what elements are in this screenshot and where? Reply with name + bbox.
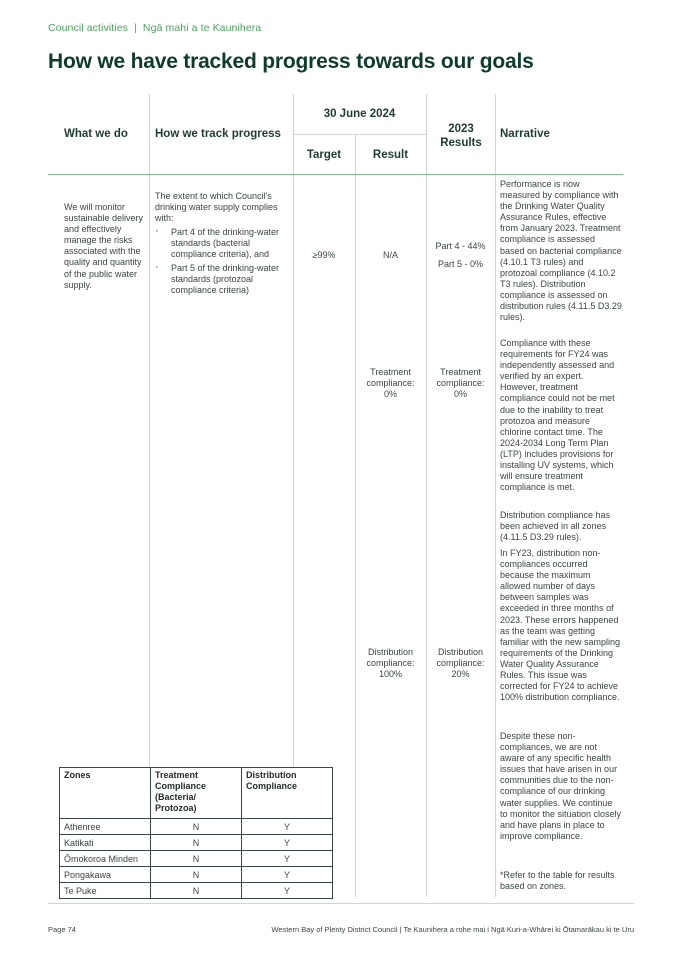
table-row (60, 835, 333, 851)
narrative-para-2: Compliance with these requirements for FY24 was independently assessed and verified by an expert. However, treatment compliance could not be met due to the inability to treat protozoa and measure chlorine contact time. The 2024-2034 Long Term Plan (LTP) includes provisions for installing UV systems, which will ensure treatment compliance is met. (500, 338, 615, 493)
how-intro: The extent to which Council's drinking water supply complies with: (155, 191, 278, 224)
prior-part5: Part 5 - 0% (437, 259, 484, 269)
result-na: N/A (382, 250, 398, 260)
page-number: Page 74 (48, 925, 76, 934)
zones-table (59, 767, 333, 899)
narrative-para-3: Distribution compliance has been achieved in all zones (4.11.5 D3.29 rules). (500, 510, 611, 543)
header-what-we-do: What we do (64, 128, 128, 140)
zone-name: Katikati (60, 835, 151, 851)
period-underline (293, 134, 426, 135)
zone-distribution: Y (242, 883, 333, 899)
how-list (155, 227, 285, 296)
table-row (60, 867, 333, 883)
header-2023-results: 2023 Results (440, 123, 482, 149)
header-period: 30 June 2024 (323, 108, 396, 120)
table-row (60, 819, 333, 835)
prior-treatment: Treatment compliance: 0% (436, 367, 485, 400)
kicker-separator: | (134, 22, 137, 34)
zone-distribution: Y (242, 819, 333, 835)
footer-rule (48, 903, 634, 904)
section-kicker (48, 22, 261, 34)
zone-distribution: Y (242, 867, 333, 883)
how-item-part5: · Part 5 of the drinking-water standards (protozoal compliance criteria) (155, 263, 285, 296)
table-row (60, 851, 333, 867)
zone-treatment: N (151, 867, 242, 883)
how-item-part4: · Part 4 of the drinking-water standards (bacterial compliance criteria), and (155, 227, 285, 260)
narrative-para-4: In FY23, distribution non-compliances occurred because the maximum allowed number of days between samples was exceeded in three months of 2023. These errors happened as the team was getting familiar with the new sampling requirements of the Drinking Water Quality Assurance Rules. This issue was corrected for FY24 to achieve 100% distribution compliance. (500, 548, 621, 703)
result-distribution: Distribution compliance: 100% (366, 647, 415, 680)
what-we-do-text: We will monitor sustainable delivery and effectively manage the risks associated with the quality and quantity of the public water supply. (64, 202, 144, 290)
zone-name: Pongakawa (60, 867, 151, 883)
zone-name: Te Puke (60, 883, 151, 899)
page-title: How we have tracked progress towards our goals (48, 50, 534, 73)
zone-distribution: Y (242, 851, 333, 867)
col-divider-narrative (495, 94, 496, 897)
narrative-para-5: Despite these non-compliances, we are not aware of any specific health issues that have arisen in our communities due to the non-compliance of our drinking water supplies. We continue to monitor the situation closely and have plans in place to improve compliance. (500, 731, 622, 841)
zone-name: Ōmokoroa Minden (60, 851, 151, 867)
narrative-para-1: Performance is now measured by compliance with the Drinking Water Quality Assurance Rules, effective from January 2023. Treatment compliance is assessed based on bacterial compliance (4.10.1 T3 rules) and protozoal compliance (4.10.2 T3 rules). Distribution compliance is assessed on distribution rules (4.11.5 D3.29 rules). (500, 179, 622, 323)
zone-treatment: N (151, 851, 242, 867)
zones-header-zone: Zones (60, 768, 151, 819)
col-divider-target (293, 94, 294, 766)
how-we-track-cell (155, 191, 285, 298)
header-result: Result (372, 149, 409, 161)
kicker-english: Council activities (48, 22, 128, 34)
footer-organisation: Western Bay of Plenty District Council | Te Kaunihera a rohe mai i Ngā Kuri-a-Whārei ki Ōtamarākau ki te Uru (271, 925, 634, 934)
header-how-we-track: How we track progress (155, 128, 281, 140)
zone-treatment: N (151, 883, 242, 899)
zone-name: Athenree (60, 819, 151, 835)
kicker-maori: Ngā mahi a te Kaunihera (142, 22, 262, 34)
header-target: Target (306, 149, 342, 161)
prior-part4: Part 4 - 44% (435, 241, 486, 251)
zones-header-row (60, 768, 333, 819)
zone-distribution: Y (242, 835, 333, 851)
zones-header-treatment: Treatment Compliance (Bacteria/ Protozoa) (151, 768, 242, 819)
zone-treatment: N (151, 819, 242, 835)
result-treatment: Treatment compliance: 0% (366, 367, 415, 400)
target-value: ≥99% (312, 250, 336, 260)
col-divider-prior (426, 94, 427, 897)
prior-distribution: Distribution compliance: 20% (436, 647, 485, 680)
table-row (60, 883, 333, 899)
col-divider-how (149, 94, 150, 766)
header-bottom-rule (48, 174, 623, 175)
narrative-para-6: *Refer to the table for results based on zones. (500, 870, 615, 892)
zones-header-distribution: Distribution Compliance (242, 768, 333, 819)
header-narrative: Narrative (500, 128, 550, 140)
zone-treatment: N (151, 835, 242, 851)
